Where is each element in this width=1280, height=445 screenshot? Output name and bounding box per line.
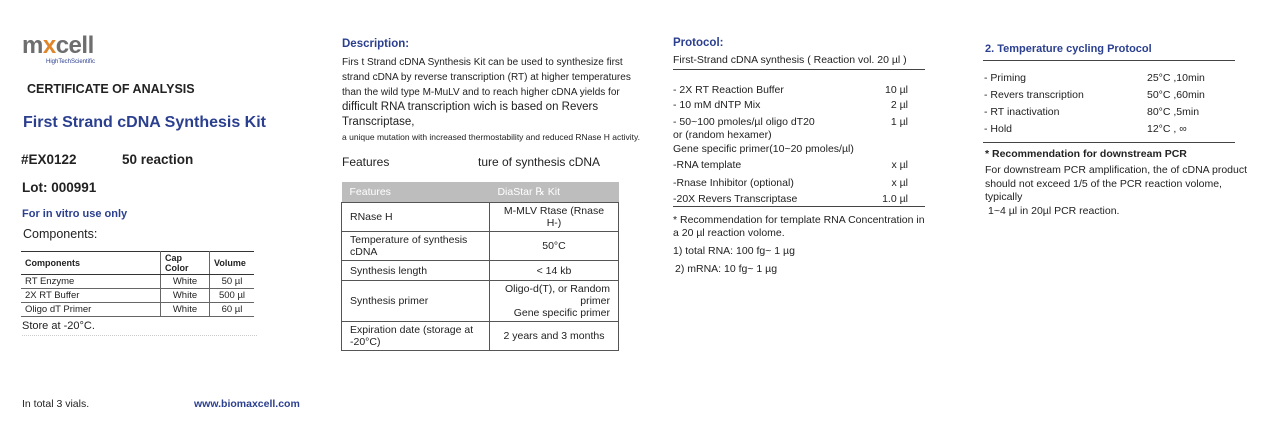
protocol-item-label: - 10 mM dNTP Mix xyxy=(673,99,761,111)
table-cell: M-MLV Rtase (Rnase H-) xyxy=(489,203,618,232)
cycling-heading: 2. Temperature cycling Protocol xyxy=(985,43,1152,55)
reaction-count: 50 reaction xyxy=(122,152,194,167)
table-row xyxy=(21,289,254,303)
cycling-divider-bottom xyxy=(983,142,1235,143)
table-cell: White xyxy=(161,275,210,289)
protocol-item xyxy=(673,159,908,171)
protocol-item-label: or (random hexamer) xyxy=(673,129,772,141)
table-cell: 2 years and 3 months xyxy=(489,322,618,351)
description-heading: Description: xyxy=(342,38,410,50)
cell-line: Oligo-d(T), or Random primer xyxy=(504,283,610,307)
cycling-step-label: - Revers transcription xyxy=(984,89,1084,101)
cycling-step-value: 12°C , ∞ xyxy=(1147,123,1187,135)
table-header-row xyxy=(21,252,254,275)
cycling-divider-top xyxy=(983,60,1235,61)
vials-note: In total 3 vials. xyxy=(22,398,90,410)
description-line: than the wild type M-MuLV and to reach higher cDNA yields for xyxy=(342,87,620,98)
lot-number: Lot: 000991 xyxy=(22,180,97,195)
table-row xyxy=(21,275,254,289)
column-header: DiaStar ℞ Kit xyxy=(489,182,618,203)
table-cell: Oligo dT Primer xyxy=(21,303,161,317)
features-table xyxy=(341,182,619,351)
certificate-title: CERTIFICATE OF ANALYSIS xyxy=(27,82,195,96)
dotted-divider xyxy=(22,335,257,356)
logo-text-x: x xyxy=(42,32,56,59)
cycling-step-value: 50°C ,60min xyxy=(1147,89,1205,101)
company-logo xyxy=(22,34,95,66)
protocol-item-value: 2 µl xyxy=(890,99,908,111)
cell-line: Gene specific primer xyxy=(513,307,610,319)
total-rna-note: 1) total RNA: 100 fg~ 1 µg xyxy=(673,245,795,257)
description-line: Firs t Strand cDNA Synthesis Kit can be used to synthesize first xyxy=(342,57,623,68)
recommendation-line: For downstream PCR amplification, the of cDNA product xyxy=(985,164,1248,176)
table-row xyxy=(342,322,619,351)
table-cell: Synthesis length xyxy=(342,261,490,281)
table-cell: Synthesis primer xyxy=(342,281,490,322)
product-title: First Strand cDNA Synthesis Kit xyxy=(23,114,267,131)
cycling-step xyxy=(984,89,1205,101)
protocol-item xyxy=(673,177,908,189)
website-link[interactable]: www.biomaxcell.com xyxy=(194,398,300,410)
table-row xyxy=(342,203,619,232)
protocol-item-value: 1.0 µl xyxy=(882,193,908,205)
recommendation-line: 1~4 µl in 20µl PCR reaction. xyxy=(988,204,1120,217)
catalog-number: #EX0122 xyxy=(21,152,77,167)
recommendation-line: should not exceed 1/5 of the PCR reaction volome, typically xyxy=(985,177,1222,203)
cycling-step-label: - RT inactivation xyxy=(984,106,1060,118)
protocol-item xyxy=(673,116,908,128)
logo-tagline: HighTechScientific xyxy=(46,59,96,65)
protocol-item-value: x µl xyxy=(891,159,908,171)
table-cell: White xyxy=(161,289,210,303)
description-line: difficult RNA transcription wich is based on Revers Transcriptase, xyxy=(342,101,599,128)
table-row xyxy=(342,232,619,261)
table-cell: Temperature of synthesis cDNA xyxy=(342,232,490,261)
description-line: a unique mutation with increased thermostability and reduced RNase H activity. xyxy=(342,132,640,142)
pcr-recommendation-heading: * Recommendation for downstream PCR xyxy=(985,148,1187,160)
protocol-item xyxy=(673,84,908,96)
rna-concentration-note: * Recommendation for template RNA Concentration in a 20 µl reaction volome. xyxy=(673,214,925,239)
column-header: Volume xyxy=(210,252,255,275)
table-cell xyxy=(489,281,618,322)
table-cell: 500 µl xyxy=(210,289,255,303)
components-table xyxy=(21,251,254,317)
table-cell: RT Enzyme xyxy=(21,275,161,289)
mrna-note: 2) mRNA: 10 fg~ 1 µg xyxy=(675,263,778,275)
protocol-item xyxy=(673,129,908,141)
protocol-item-value: 1 µl xyxy=(890,116,908,128)
protocol-subtitle: First-Strand cDNA synthesis ( Reaction vol. 20 µl ) xyxy=(673,54,925,70)
protocol-item-label: -20X Revers Transcriptase xyxy=(673,193,798,205)
table-cell: 2X RT Buffer xyxy=(21,289,161,303)
table-cell: < 14 kb xyxy=(489,261,618,281)
protocol-item-label: Gene specific primer(10~20 pmoles/µl) xyxy=(673,143,854,155)
table-cell: 60 µl xyxy=(210,303,255,317)
protocol-item-value: 10 µl xyxy=(885,84,908,96)
column-header: Features xyxy=(342,182,490,203)
protocol-item-label: -Rnase Inhibitor (optional) xyxy=(673,177,794,189)
protocol-item-label: -RNA template xyxy=(673,159,742,171)
table-cell: White xyxy=(161,303,210,317)
logo-text-m: m xyxy=(22,32,43,59)
cycling-step-value: 80°C ,5min xyxy=(1147,106,1200,118)
protocol-item xyxy=(673,99,908,111)
protocol-heading: Protocol: xyxy=(673,37,724,49)
in-vitro-notice: For in vitro use only xyxy=(22,208,128,220)
protocol-divider xyxy=(673,206,925,207)
table-row xyxy=(342,261,619,281)
logo-text-cell: cell xyxy=(55,32,94,59)
pcr-recommendation-text xyxy=(985,164,1253,218)
table-cell: 50°C xyxy=(489,232,618,261)
cycling-step xyxy=(984,72,1205,84)
components-label: Components: xyxy=(23,227,98,241)
protocol-item xyxy=(673,193,908,205)
cycling-step xyxy=(984,106,1200,118)
table-row xyxy=(342,281,619,322)
protocol-item xyxy=(673,143,908,155)
features-sublabel: ture of synthesis cDNA xyxy=(478,155,601,169)
cycling-step-value: 25°C ,10min xyxy=(1147,72,1205,84)
protocol-item-label: - 2X RT Reaction Buffer xyxy=(673,84,784,96)
table-header-row xyxy=(342,182,619,203)
table-cell: RNase H xyxy=(342,203,490,232)
table-cell: 50 µl xyxy=(210,275,255,289)
description-text xyxy=(342,55,642,145)
table-row xyxy=(21,303,254,317)
column-header: Components xyxy=(21,252,161,275)
features-label: Features xyxy=(342,155,390,169)
storage-note: Store at -20°C. xyxy=(22,320,95,332)
protocol-item-value: x µl xyxy=(891,177,908,189)
cycling-step-label: - Priming xyxy=(984,72,1027,84)
cycling-step-label: - Hold xyxy=(984,123,1013,135)
protocol-item-label: - 50~100 pmoles/µl oligo dT20 xyxy=(673,116,815,128)
cycling-step xyxy=(984,123,1187,135)
column-header: Cap Color xyxy=(161,252,210,275)
table-cell: Expiration date (storage at -20°C) xyxy=(342,322,490,351)
description-line: strand cDNA by reverse transcription (RT) at higher temperatures xyxy=(342,72,631,83)
